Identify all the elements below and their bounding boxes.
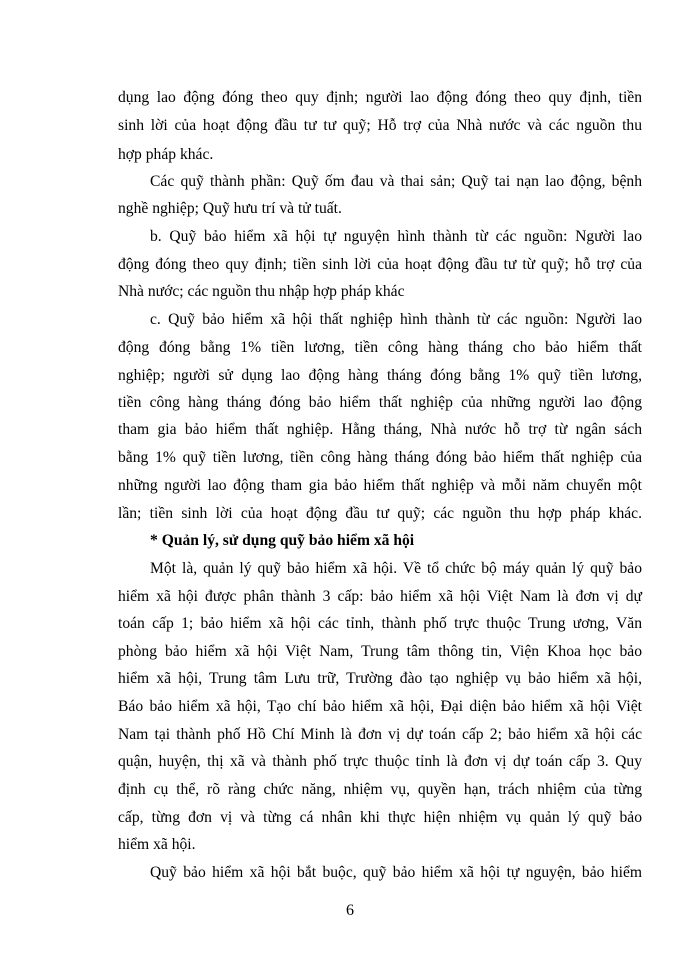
text-line: c. Quỹ bảo hiểm xã hội thất nghiệp hình thành từ các nguồn: Người lao <box>150 311 642 328</box>
text-line: quận, huyện, thị xã và thành phố trực thuộc tỉnh là đơn vị dự toán cấp 3. Quy <box>118 753 642 770</box>
text-line: Quỹ bảo hiểm xã hội bắt buộc, quỹ bảo hiểm xã hội tự nguyện, bảo hiểm <box>150 864 642 881</box>
text-line: hiểm xã hội, Trung tâm Lưu trữ, Trường đào tạo nghiệp vụ bảo hiểm xã hội, <box>118 670 642 687</box>
text-line: tham gia bảo hiểm thất nghiệp. Hằng tháng, Nhà nước hỗ trợ từ ngân sách <box>118 421 642 438</box>
text-line: cấp, từng đơn vị và từng cá nhân khi thực hiện nhiệm vụ quản lý quỹ bảo <box>118 809 642 826</box>
text-line: Báo bảo hiểm xã hội, Tạo chí bảo hiểm xã hội, Đại diện bảo hiểm xã hội Việt <box>118 698 642 715</box>
text-line: Các quỹ thành phần: Quỹ ốm đau và thai sản; Quỹ tai nạn lao động, bệnh <box>150 173 642 190</box>
text-line: lần; tiền sinh lời của hoạt động đầu tư quỹ; các nguồn thu hợp pháp khác. <box>118 505 642 522</box>
section-heading: * Quản lý, sử dụng quỹ bảo hiểm xã hội <box>150 532 415 549</box>
text-line: b. Quỹ bảo hiểm xã hội tự nguyện hình thành từ các nguồn: Người lao <box>150 228 642 245</box>
text-line: động đóng bằng 1% tiền lương, tiền công hàng tháng cho bảo hiểm thất <box>118 339 642 356</box>
text-line: hiểm xã hội được phân thành 3 cấp: bảo hiểm xã hội Việt Nam là đơn vị dự <box>118 588 642 605</box>
text-line: định cụ thể, rõ ràng chức năng, nhiệm vụ, quyền hạn, trách nhiệm của từng <box>118 781 642 798</box>
text-line: Nhà nước; các nguồn thu nhập hợp pháp khác <box>118 283 405 300</box>
text-line: phòng bảo hiểm xã hội Việt Nam, Trung tâm thông tin, Viện Khoa học bảo <box>118 643 642 660</box>
text-line: tiền công hàng tháng đóng bảo hiểm thất nghiệp của những người lao động <box>118 394 642 411</box>
text-line: dụng lao động đóng theo quy định; người lao động đóng theo quy định, tiền <box>118 89 642 106</box>
text-line: hiểm xã hội. <box>118 836 196 853</box>
text-line: nghiệp; người sử dụng lao động hàng tháng đóng bằng 1% quỹ tiền lương, <box>118 367 642 384</box>
text-line: hợp pháp khác. <box>118 146 214 163</box>
text-line: nghề nghiệp; Quỹ hưu trí và tử tuất. <box>118 200 342 217</box>
text-line: Nam tại thành phố Hồ Chí Minh là đơn vị dự toán cấp 2; bảo hiểm xã hội các <box>118 726 642 743</box>
text-line: Một là, quản lý quỹ bảo hiểm xã hội. Về tổ chức bộ máy quản lý quỹ bảo <box>150 560 642 577</box>
text-line: những người lao động tham gia bảo hiểm thất nghiệp và mỗi năm chuyển một <box>118 477 642 494</box>
text-line: bằng 1% quỹ tiền lương, tiền công hàng tháng đóng bảo hiểm thất nghiệp của <box>118 449 642 466</box>
text-line: toán cấp 1; bảo hiểm xã hội các tỉnh, thành phố trực thuộc Trung ương, Văn <box>118 615 642 632</box>
text-line: sinh lời của hoạt động đầu tư tư quỹ; Hỗ trợ của Nhà nước và các nguồn thu <box>118 117 642 134</box>
page-number: 6 <box>346 902 354 919</box>
text-line: động đóng theo quy định; tiền sinh lời của hoạt động đầu tư từ quỹ; hỗ trợ của <box>118 256 642 273</box>
